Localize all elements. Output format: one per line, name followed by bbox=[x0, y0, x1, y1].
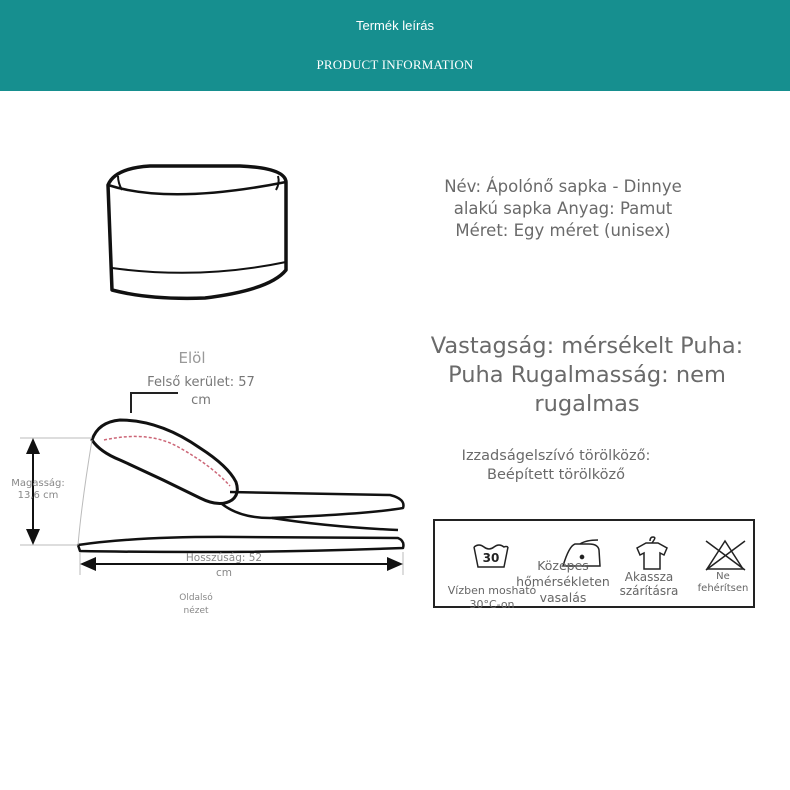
hat-side-view-icon bbox=[78, 420, 403, 552]
top-circumference-label: Felső kerület: 57 cm bbox=[147, 375, 255, 408]
length-label: Hosszúság: 52 cm bbox=[185, 552, 263, 579]
care-hang-label: Akassza szárításra bbox=[619, 570, 679, 598]
care-no-bleach-label: Ne fehérítsen bbox=[697, 571, 749, 594]
hat-front-view-icon bbox=[108, 166, 286, 298]
product-name-material-size: Név: Ápolónő sapka - Dinnye alakú sapka Anyag: Pamut Méret: Egy méret (unisex) bbox=[444, 177, 682, 240]
sweatband-info: Izzadságelszívó törölköző: Beépített törölköző bbox=[461, 448, 651, 483]
side-view-label: Oldalsó nézet bbox=[179, 593, 213, 616]
height-label: Magasság: 13,6 cm bbox=[11, 478, 65, 501]
wash-temp-symbol: 30 bbox=[482, 551, 500, 565]
care-wash-label: Vízben mosható 30°C-on bbox=[447, 584, 537, 611]
care-iron-label: Közepes hőmérsékleten vasalás bbox=[516, 558, 610, 605]
thickness-softness-elasticity: Vastagság: mérsékelt Puha: Puha Rugalmasság: nem rugalmas bbox=[430, 333, 744, 417]
front-view-label: Elöl bbox=[178, 349, 206, 367]
header-title: Termék leírás bbox=[355, 18, 435, 33]
header-subtitle: PRODUCT INFORMATION bbox=[316, 57, 474, 72]
